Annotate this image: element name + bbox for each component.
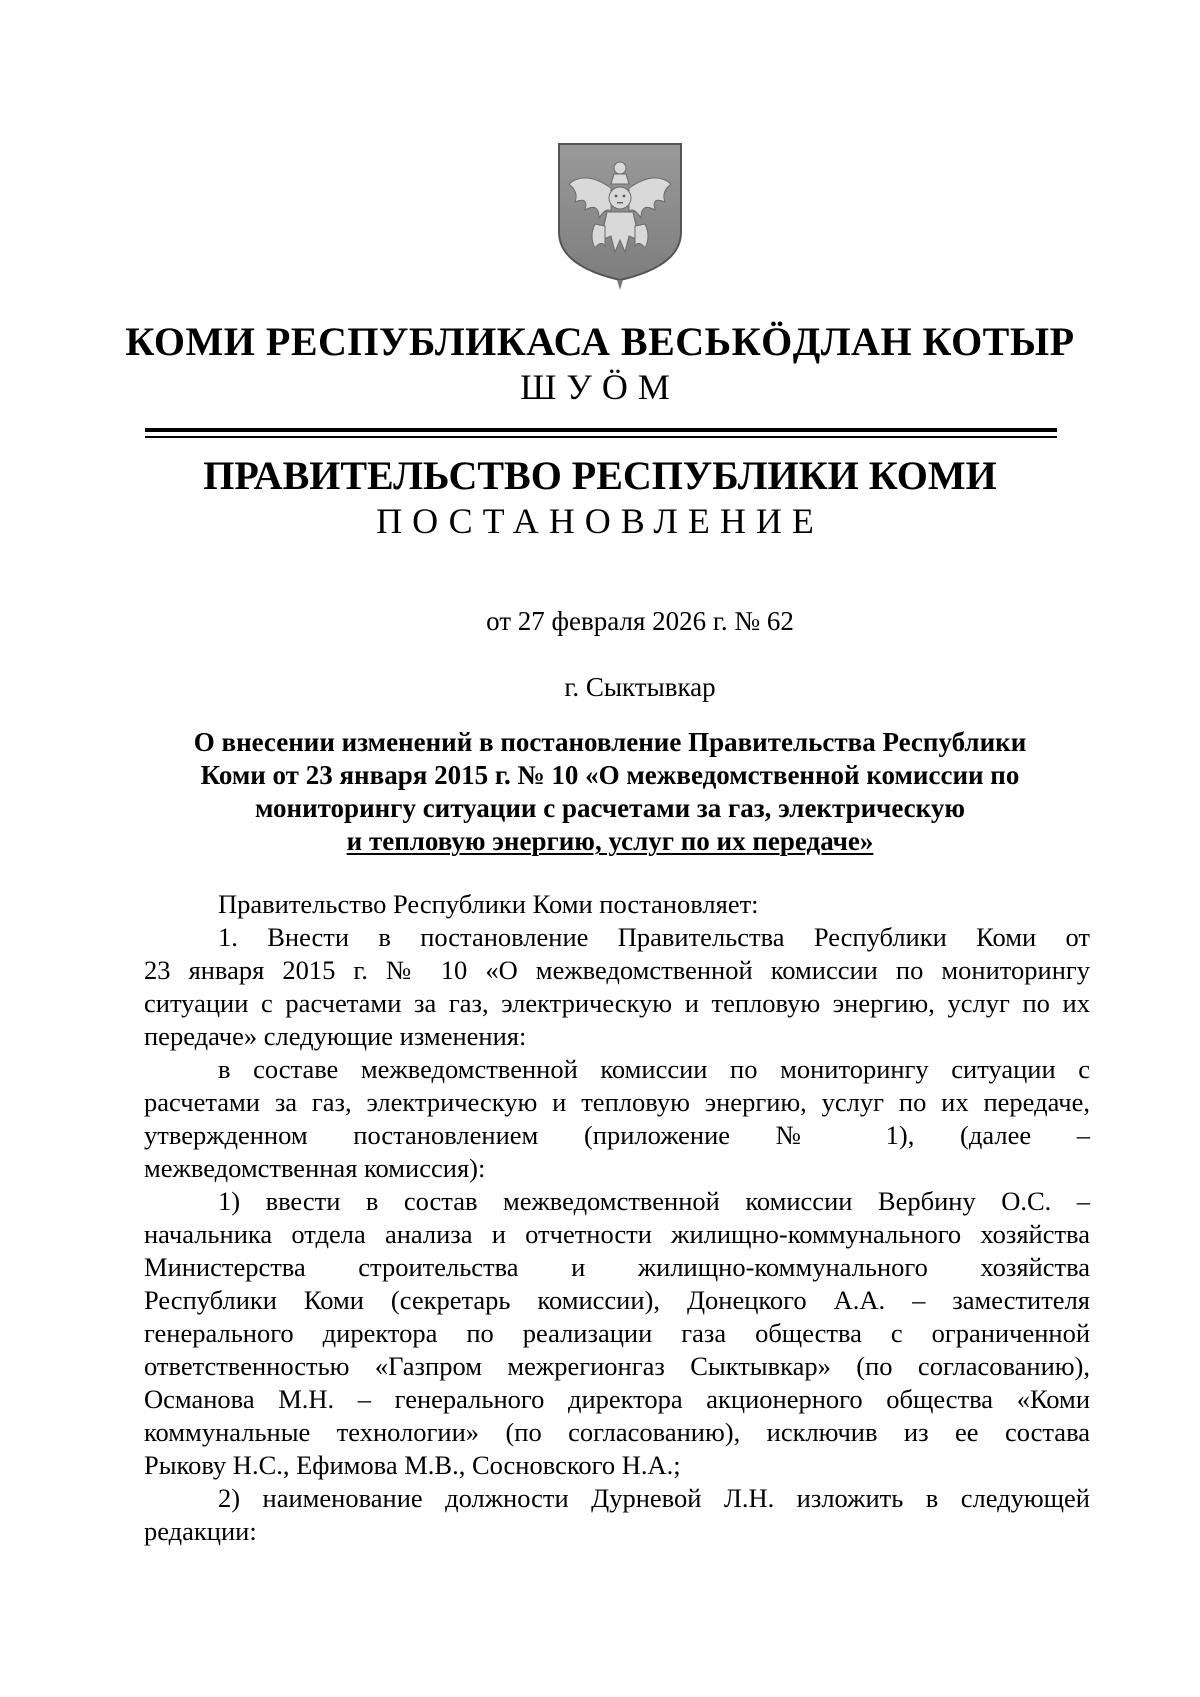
document-body (144, 888, 1090, 1548)
komi-doc-type: ШУӦМ (520, 367, 680, 407)
heading-line: О внесении изменений в постановление Правительства Республики (193, 727, 1027, 757)
heading-line: Коми от 23 января 2015 г. № 10 «О межведомственной комиссии по (200, 760, 1020, 790)
gov-org-title: ПРАВИТЕЛЬСТВО РЕСПУБЛИКИ КОМИ (203, 453, 997, 498)
gov-doc-type: ПОСТАНОВЛЕНИЕ (376, 501, 824, 541)
header-divider-thick (145, 428, 1057, 432)
document-date-number: от 27 февраля 2026 г. № 62 (486, 606, 794, 636)
header-divider-thin (145, 436, 1057, 438)
body-paragraph-4: 2) наименование должности Дурневой Л.Н. изложить в следующей редакции: (144, 1483, 1090, 1546)
document-city: г. Сыктывкар (564, 672, 716, 702)
komi-org-title: КОМИ РЕСПУБЛИКАСА ВЕСЬКӦДЛАН КОТЫР (125, 319, 1075, 364)
document-heading (130, 726, 1090, 858)
body-paragraph-1: 1. Внести в постановление Правительства Республики Коми от 23 января 2015 г. № 10 «О межведомственной комиссии по мониторингу ситуации с расчетами за газ, электрическую и тепловую энергию, услуг по их передаче» следующие изменения: (144, 922, 1090, 1051)
body-paragraph-2: в составе межведомственной комиссии по мониторингу ситуации с расчетами за газ, электрическую и тепловую энергию, услуг по их передаче, утвержденном постановлением (приложение № 1), (далее – межведомственная комиссия): (144, 1054, 1090, 1183)
coat-of-arms-icon (555, 140, 685, 292)
heading-line: мониторингу ситуации с расчетами за газ, электрическую (255, 793, 965, 823)
heading-line-underlined: и тепловую энергию, услуг по их передаче» (346, 826, 874, 856)
body-paragraph-3: 1) ввести в состав межведомственной комиссии Вербину О.С. – начальника отдела анализа и отчетности жилищно-коммунального хозяйства Министерства строительства и жилищно-коммунального хозяйства Республики Коми (секретарь комиссии), Донецкого А.А. – заместителя генерального директора по реализации газа общества с ограниченной ответственностью «Газпром межрегионгаз Сыктывкар» (по согласованию), Османова М.Н. – генерального директора акционерного общества «Коми коммунальные технологии» (по согласованию), исключив из ее состава Рыкову Н.С., Ефимова М.В., Сосновского Н.А.; (144, 1186, 1090, 1480)
body-preamble: Правительство Республики Коми постановляет: (218, 889, 759, 919)
